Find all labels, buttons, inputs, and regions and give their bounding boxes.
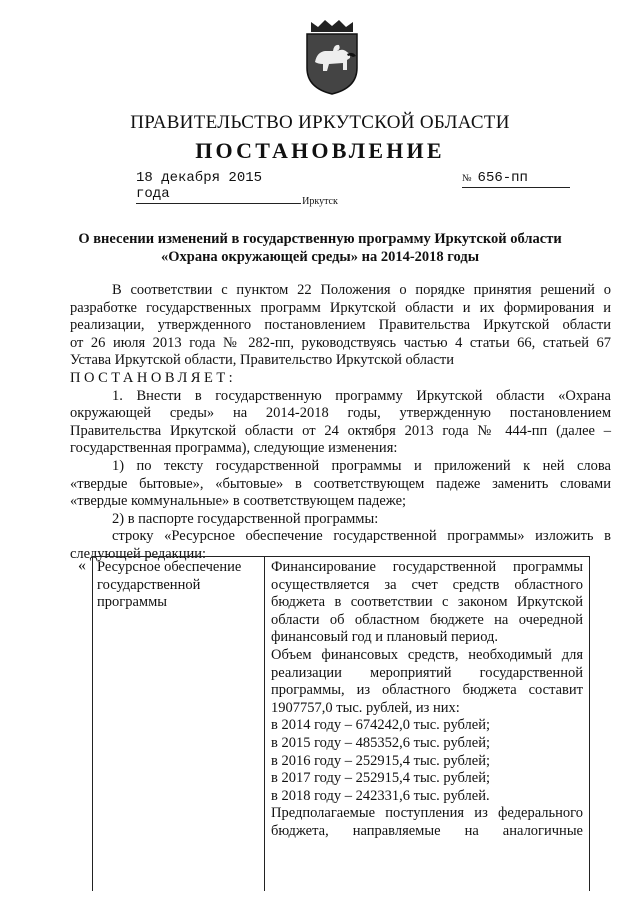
subject-line: О внесении изменений в государственную программу Иркутской области — [78, 231, 562, 247]
text-line: 1. Внести в государственную программу Иркутской области «Охрана — [112, 387, 611, 404]
text-line: окружающей среды» на 2014-2018 годы, утвержденную постановлением — [70, 405, 611, 422]
cell-line: программы — [97, 594, 167, 611]
cell-line: Предполагаемые поступления из федерального — [271, 805, 583, 822]
text-line: от 26 июля 2013 года № 282-пп, руководствуясь частью 4 статьи 66, статьей 67 — [70, 334, 611, 351]
city: Иркутск — [302, 196, 338, 207]
text-line: государственная программа), следующие изменения: — [70, 440, 398, 457]
text-line: Правительства Иркутской области от 24 октября 2013 года № 444-пп (далее – — [70, 422, 611, 439]
resource-table — [92, 556, 590, 891]
cell-line: 1907757,0 тыс. рублей, из них: — [271, 699, 460, 716]
decree-body — [70, 282, 611, 564]
text-line: разработке государственных программ Иркутской области и их формирования и — [70, 299, 611, 316]
text-line: В соответствии с пунктом 22 Положения о порядке принятия решений о — [112, 282, 611, 298]
cell-line: Финансирование государственной программы — [271, 559, 583, 575]
document-type: ПОСТАНОВЛЕНИЕ — [195, 138, 445, 163]
number-sign: № — [462, 173, 472, 184]
cell-line: бюджета, направляемые на аналогичные — [271, 822, 583, 839]
text-line: строку «Ресурсное обеспечение государственной программы» изложить в — [112, 528, 611, 545]
text-line: «твердые бытовые», «бытовые» в соответствующем падеже заменить словами — [70, 475, 611, 492]
cell-line: реализации мероприятий государственной — [271, 664, 583, 681]
table-row-content — [265, 557, 589, 891]
cell-line: бюджета в соответствии с законом Иркутской — [271, 594, 583, 611]
decree-number-field — [462, 170, 570, 188]
cell-line: программы, из областного бюджета составит — [271, 682, 583, 699]
resolve-word: ПОСТАНОВЛЯЕТ: — [70, 369, 237, 386]
government-name: ПРАВИТЕЛЬСТВО ИРКУТСКОЙ ОБЛАСТИ — [130, 112, 510, 133]
cell-line: государственной — [97, 576, 201, 593]
subject-line: «Охрана окружающей среды» на 2014-2018 годы — [160, 249, 480, 265]
text-line: Устава Иркутской области, Правительство Иркутской области — [70, 352, 455, 369]
cell-line: осуществляется за счет средств областного — [271, 576, 583, 593]
cell-line: в 2018 году – 242331,6 тыс. рублей. — [271, 787, 490, 804]
cell-line: финансовый год и плановый период. — [271, 629, 499, 646]
text-line: реализации, утвержденного постановлением Правительства Иркутской области — [70, 317, 611, 334]
cell-line: в 2017 году – 252915,4 тыс. рублей; — [271, 770, 491, 787]
table-row-header — [93, 557, 265, 891]
cell-line: в 2015 году – 485352,6 тыс. рублей; — [271, 734, 491, 751]
cell-line: в 2014 году – 674242,0 тыс. рублей; — [271, 717, 491, 734]
text-line: следующей редакции: — [70, 545, 207, 562]
text-line: 1) по тексту государственной программы и приложений к ней слова — [112, 457, 611, 474]
decree-subject — [70, 230, 570, 266]
decree-number: 656-пп — [477, 170, 528, 186]
cell-line: Объем финансовых средств, необходимый для — [271, 646, 583, 663]
cell-line: Ресурсное обеспечение — [97, 559, 242, 575]
coat-of-arms-icon — [303, 18, 361, 96]
cell-line: области об областном бюджете на очередной — [271, 611, 583, 628]
text-line: «твердые коммунальные» в соответствующем падеже; — [70, 493, 407, 510]
text-line: 2) в паспорте государственной программы: — [112, 510, 379, 527]
open-quote: « — [78, 557, 86, 574]
decree-date: 18 декабря 2015 года — [136, 170, 301, 204]
cell-line: в 2016 году – 252915,4 тыс. рублей; — [271, 752, 491, 769]
